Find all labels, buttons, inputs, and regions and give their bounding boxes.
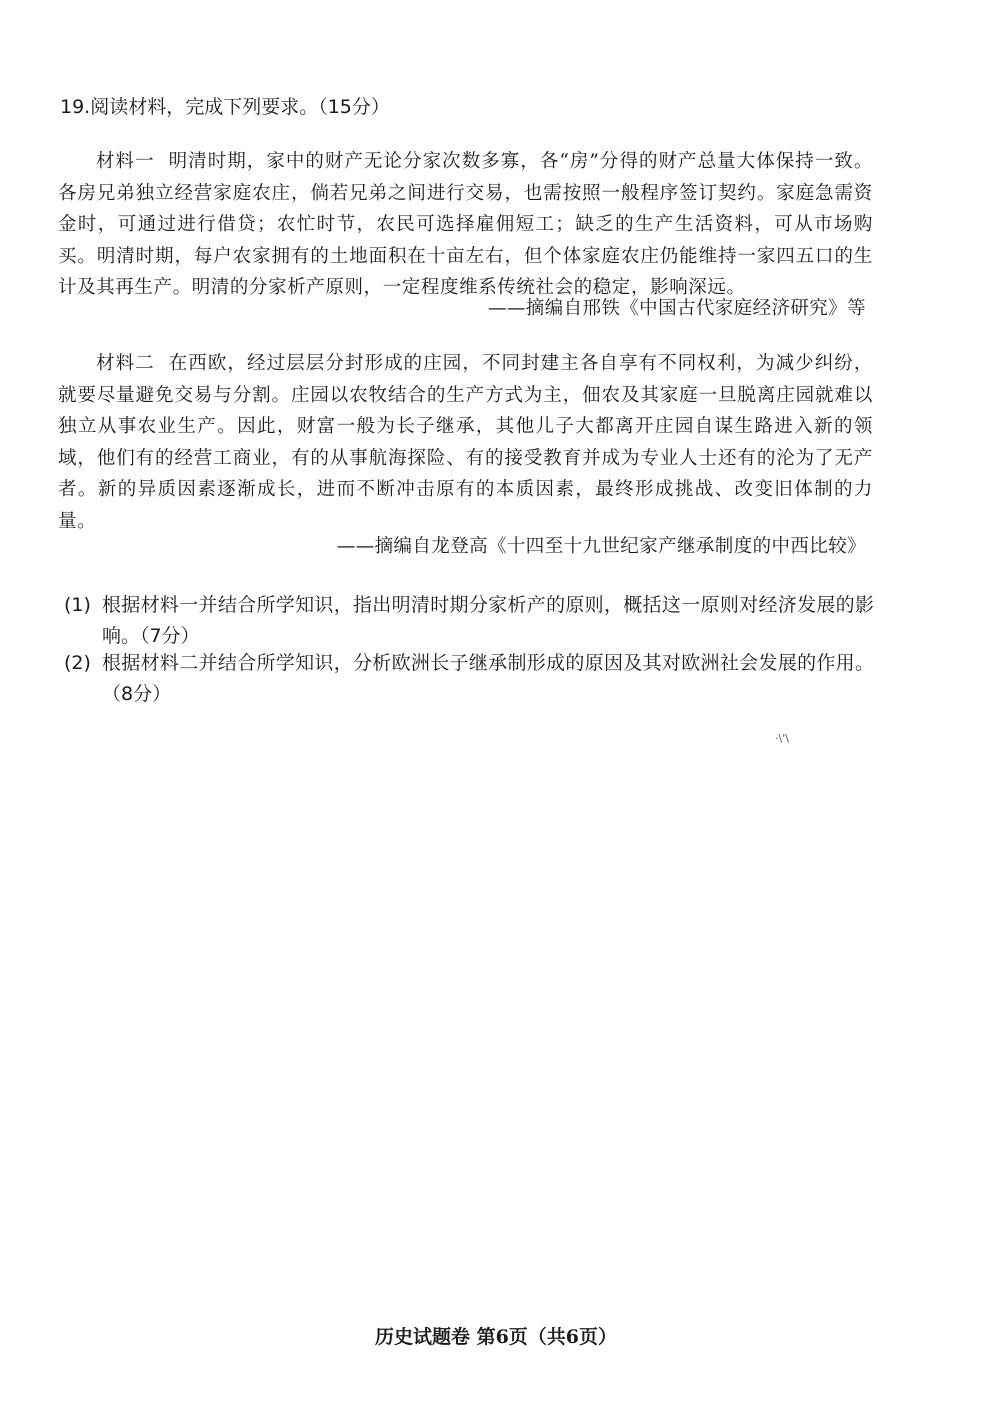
material-one-source: ——摘编自邢铁《中国古代家庭经济研究》等	[487, 298, 866, 319]
material-two-text: 在西欧，经过层层分封形成的庄园，不同封建主各自享有不同权利，为减少纠纷，就要尽量避免交易与分割。庄园以农牧结合的生产方式为主，佃农及其家庭一旦脱离庄园就难以独立从事农业生产。因此，财富一般为长子继承，其他儿子大都离开庄园自谋生路进入新的领域，他们有的经营工商业，有的从事航海探险、有的接受教育并成为专业人士还有的沦为了无产者。新的异质因素逐渐成长，进而不断冲击原有的本质因素，最终形成挑战、改变旧体制的力量。	[58, 353, 873, 532]
subquestion-2-number: (2)	[64, 652, 91, 674]
subquestion-2-text: 根据材料二并结合所学知识，分析欧洲长子继承制形成的原因及其对欧洲社会发展的作用。（8分）	[102, 652, 874, 705]
subquestion-1-text: 根据材料一并结合所学知识，指出明清时期分家析产的原则，概括这一原则对经济发展的影响。（7分）	[102, 594, 874, 647]
subquestion-1-number: (1)	[64, 594, 91, 616]
question-heading: 19.阅读材料，完成下列要求。（15分）	[60, 96, 390, 118]
subquestion-1	[64, 590, 874, 652]
stray-scan-mark: ·\'\	[775, 732, 789, 745]
material-two-label: 材料二	[96, 353, 155, 374]
material-one-paragraph	[58, 146, 873, 304]
page-footer: 历史试题卷 第6页（共6页）	[374, 1326, 618, 1348]
subquestion-2	[64, 648, 874, 710]
material-one-text: 明清时期，家中的财产无论分家次数多寡，各“房”分得的财产总量大体保持一致。各房兄弟独立经营家庭农庄，倘若兄弟之间进行交易，也需按照一般程序签订契约。家庭急需资金时，可通过进行借贷；农忙时节，农民可选择雇佣短工；缺乏的生产生活资料，可从市场购买。明清时期，每户农家拥有的土地面积在十亩左右，但个体家庭农庄仍能维持一家四五口的生计及其再生产。明清的分家析产原则，一定程度维系传统社会的稳定，影响深远。	[58, 151, 873, 298]
material-one-label: 材料一	[96, 151, 155, 172]
material-two-paragraph	[58, 348, 873, 537]
material-two-source: ——摘编自龙登高《十四至十九世纪家产继承制度的中西比较》	[336, 536, 866, 557]
